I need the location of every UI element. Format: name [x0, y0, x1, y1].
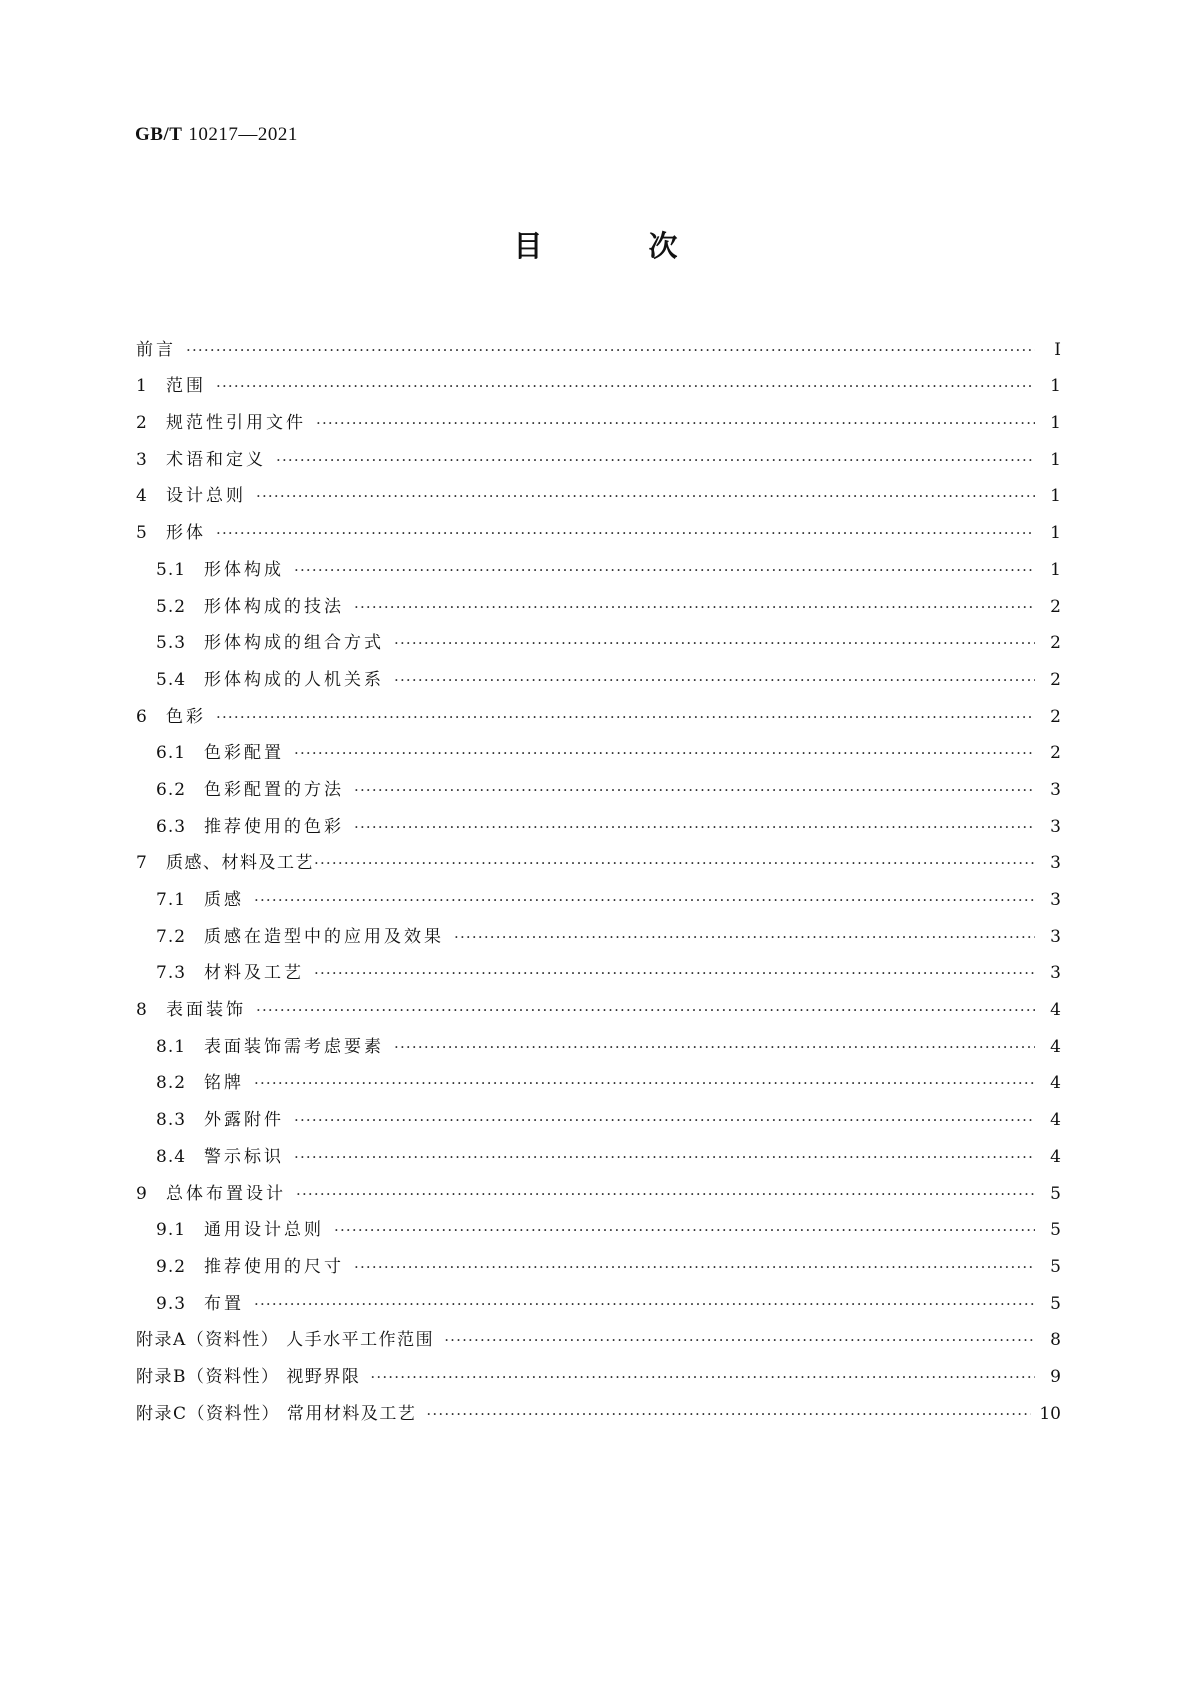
toc-leader-dots [294, 742, 1035, 764]
toc-entry-number: 6.3 [156, 816, 187, 837]
toc-leader-dots [394, 1036, 1035, 1058]
toc-entry-number: 8.4 [156, 1146, 187, 1167]
toc-entry[interactable] [136, 361, 1061, 398]
toc-leader-dots [444, 1329, 1035, 1351]
toc-entry-page: 1 [1050, 486, 1061, 507]
toc-leader-dots [394, 632, 1035, 654]
toc-entry-page: 9 [1050, 1366, 1061, 1387]
toc-leader-dots [314, 852, 1035, 874]
toc-entry-number: 7.3 [156, 963, 187, 984]
toc-subentry[interactable] [136, 1241, 1061, 1278]
toc-leader-dots [316, 412, 1035, 434]
toc-entry-label: 形体 [166, 523, 206, 544]
toc-subentry[interactable] [136, 1021, 1061, 1058]
toc-subentry[interactable] [136, 801, 1061, 838]
toc-entry-label: 附录C（资料性） 常用材料及工艺 [136, 1403, 417, 1424]
standard-code-prefix: GB/T [135, 124, 183, 145]
toc-leader-dots [354, 816, 1035, 838]
toc-entry-page: 1 [1050, 376, 1061, 397]
toc-leader-dots [454, 926, 1035, 948]
toc-entry-page: 3 [1050, 963, 1061, 984]
toc-entry-label: 术语和定义 [166, 449, 266, 470]
toc-entry-label: 色彩配置的方法 [204, 779, 344, 800]
toc-leader-dots [276, 449, 1035, 471]
toc-entry-number: 8.3 [156, 1110, 187, 1131]
toc-subentry[interactable] [136, 1278, 1061, 1315]
toc-entry-number: 5.3 [156, 633, 187, 654]
toc-entry-page: 10 [1039, 1403, 1061, 1424]
toc-leader-dots [216, 375, 1035, 397]
toc-entry-number: 8.2 [156, 1073, 187, 1094]
toc-entry-label: 形体构成 [204, 559, 284, 580]
toc-entry-page: 4 [1050, 1110, 1061, 1131]
toc-entry-label: 质感 [204, 890, 244, 910]
toc-entry[interactable] [136, 1168, 1061, 1205]
toc-leader-dots [394, 669, 1035, 691]
toc-subentry[interactable] [136, 948, 1061, 985]
toc-subentry[interactable] [136, 654, 1061, 691]
toc-entry-number: 8 [136, 1000, 148, 1021]
toc-entry[interactable] [136, 838, 1061, 875]
toc-entry-page: 2 [1050, 596, 1061, 617]
toc-entry-number: 2 [136, 413, 148, 434]
toc-subentry[interactable] [136, 728, 1061, 765]
toc-entry-page: 3 [1050, 853, 1061, 874]
toc-leader-dots [294, 1146, 1035, 1168]
toc-entry-number: 6.1 [156, 743, 187, 764]
toc-subentry[interactable] [136, 1131, 1061, 1168]
toc-entry-page: 5 [1050, 1220, 1061, 1241]
toc-entry[interactable] [136, 397, 1061, 434]
toc-entry[interactable] [136, 471, 1061, 508]
toc-leader-dots [354, 779, 1035, 801]
toc-entry-number: 5.4 [156, 669, 187, 690]
toc-entry-number: 5 [136, 523, 148, 544]
toc-entry-page: 3 [1050, 926, 1061, 947]
toc-entry-label: 材料及工艺 [204, 963, 304, 984]
toc-entry-page: 3 [1050, 816, 1061, 837]
standard-code [135, 124, 298, 146]
toc-entry-page: 4 [1050, 1146, 1061, 1167]
toc-entry-page: 2 [1050, 706, 1061, 727]
toc-entry-page: 4 [1050, 1036, 1061, 1057]
toc-entry-label: 范围 [166, 376, 206, 397]
toc-leader-dots [314, 962, 1035, 984]
toc-leader-dots [354, 1256, 1035, 1278]
toc-entry-label: 铭牌 [204, 1073, 244, 1094]
toc-entry-label: 推荐使用的色彩 [204, 816, 344, 837]
toc-appendix-entry[interactable] [136, 1388, 1061, 1425]
toc-entry-label: 质感在造型中的应用及效果 [204, 926, 444, 947]
toc-entry-number: 9.3 [156, 1293, 187, 1314]
toc-entry-label: 规范性引用文件 [166, 413, 306, 434]
toc-entry-label: 表面装饰 [166, 1000, 246, 1021]
toc-entry-number: 7.2 [156, 926, 187, 947]
toc-leader-dots [294, 559, 1035, 581]
toc-subentry[interactable] [136, 581, 1061, 618]
toc-subentry[interactable] [136, 764, 1061, 801]
toc-entry-number: 6.2 [156, 779, 187, 800]
table-of-contents [136, 324, 1061, 1425]
toc-leader-dots [216, 522, 1035, 544]
toc-entry-number: 5.2 [156, 596, 187, 617]
toc-leader-dots [294, 1109, 1035, 1131]
toc-entry-label: 形体构成的技法 [204, 596, 344, 617]
toc-entry-page: 1 [1050, 449, 1061, 470]
toc-leader-dots [334, 1219, 1035, 1241]
toc-appendix-entry[interactable] [136, 1315, 1061, 1352]
toc-entry-number: 3 [136, 449, 148, 470]
toc-leader-dots [186, 339, 1035, 361]
toc-subentry[interactable] [136, 874, 1061, 911]
toc-entry-number: 9.1 [156, 1220, 187, 1241]
toc-entry-number: 7 [136, 853, 148, 874]
toc-entry-label: 色彩配置 [204, 743, 284, 764]
toc-entry[interactable] [136, 984, 1061, 1021]
toc-leader-dots [426, 1403, 1031, 1425]
standard-code-number: 10217—2021 [188, 124, 298, 145]
toc-entry-page: 4 [1050, 1000, 1061, 1021]
toc-entry-label: 推荐使用的尺寸 [204, 1256, 344, 1277]
toc-entry-label: 形体构成的组合方式 [204, 633, 384, 654]
toc-entry-page: 2 [1050, 633, 1061, 654]
toc-entry-label: 警示标识 [204, 1146, 284, 1167]
toc-entry-label: 前言 [136, 339, 176, 360]
toc-entry-page: 8 [1050, 1330, 1061, 1351]
toc-entry-label: 形体构成的人机关系 [204, 669, 384, 690]
toc-subentry[interactable] [136, 544, 1061, 581]
toc-leader-dots [256, 999, 1035, 1021]
toc-entry-label: 外露附件 [204, 1110, 284, 1131]
toc-entry-label: 设计总则 [166, 486, 246, 507]
toc-entry[interactable] [136, 507, 1061, 544]
toc-appendix-entry[interactable] [136, 1351, 1061, 1388]
toc-entry-page: 5 [1050, 1256, 1061, 1277]
toc-subentry[interactable] [136, 1058, 1061, 1095]
toc-entry-page: 1 [1050, 559, 1061, 580]
toc-leader-dots [254, 889, 1035, 911]
toc-entry-number: 8.1 [156, 1036, 187, 1057]
toc-entry-label: 附录B（资料性） 视野界限 [136, 1366, 361, 1387]
toc-entry-page: 2 [1050, 669, 1061, 690]
toc-entry-page: 1 [1050, 523, 1061, 544]
toc-entry[interactable] [136, 324, 1061, 361]
toc-entry-number: 9 [136, 1183, 148, 1204]
toc-leader-dots [370, 1366, 1035, 1388]
toc-entry-page: Ⅰ [1054, 339, 1061, 360]
toc-subentry[interactable] [136, 1094, 1061, 1131]
toc-leader-dots [354, 596, 1035, 618]
toc-entry-number: 6 [136, 706, 148, 727]
toc-entry-label: 总体布置设计 [166, 1183, 286, 1204]
toc-entry-page: 4 [1050, 1073, 1061, 1094]
toc-entry-page: 3 [1050, 779, 1061, 800]
toc-entry-label: 附录A（资料性） 人手水平工作范围 [136, 1330, 435, 1351]
toc-entry[interactable] [136, 691, 1061, 728]
toc-leader-dots [296, 1183, 1035, 1205]
toc-entry-number: 9.2 [156, 1256, 187, 1277]
toc-leader-dots [256, 485, 1035, 507]
toc-leader-dots [254, 1293, 1035, 1315]
toc-entry-number: 5.1 [156, 559, 187, 580]
toc-entry-label: 表面装饰需考虑要素 [204, 1036, 384, 1057]
toc-entry-label: 色彩 [166, 706, 206, 727]
toc-entry-label: 布置 [204, 1293, 244, 1314]
toc-title: 目 次 [513, 229, 726, 263]
toc-leader-dots [216, 706, 1035, 728]
toc-entry-number: 1 [136, 376, 148, 397]
toc-subentry[interactable] [136, 1205, 1061, 1242]
toc-entry[interactable] [136, 434, 1061, 471]
toc-entry-page: 5 [1050, 1293, 1061, 1314]
toc-entry-page: 2 [1050, 743, 1061, 764]
toc-entry-page: 5 [1050, 1183, 1061, 1204]
toc-entry-label: 质感、材料及工艺 [166, 853, 314, 874]
toc-entry-number: 7.1 [156, 890, 187, 910]
toc-entry-page: 1 [1050, 413, 1061, 434]
toc-subentry[interactable] [136, 618, 1061, 655]
toc-entry-label: 通用设计总则 [204, 1220, 324, 1241]
toc-leader-dots [254, 1072, 1035, 1094]
toc-entry-page: 3 [1050, 890, 1061, 910]
toc-entry-number: 4 [136, 486, 148, 507]
toc-subentry[interactable] [136, 911, 1061, 948]
